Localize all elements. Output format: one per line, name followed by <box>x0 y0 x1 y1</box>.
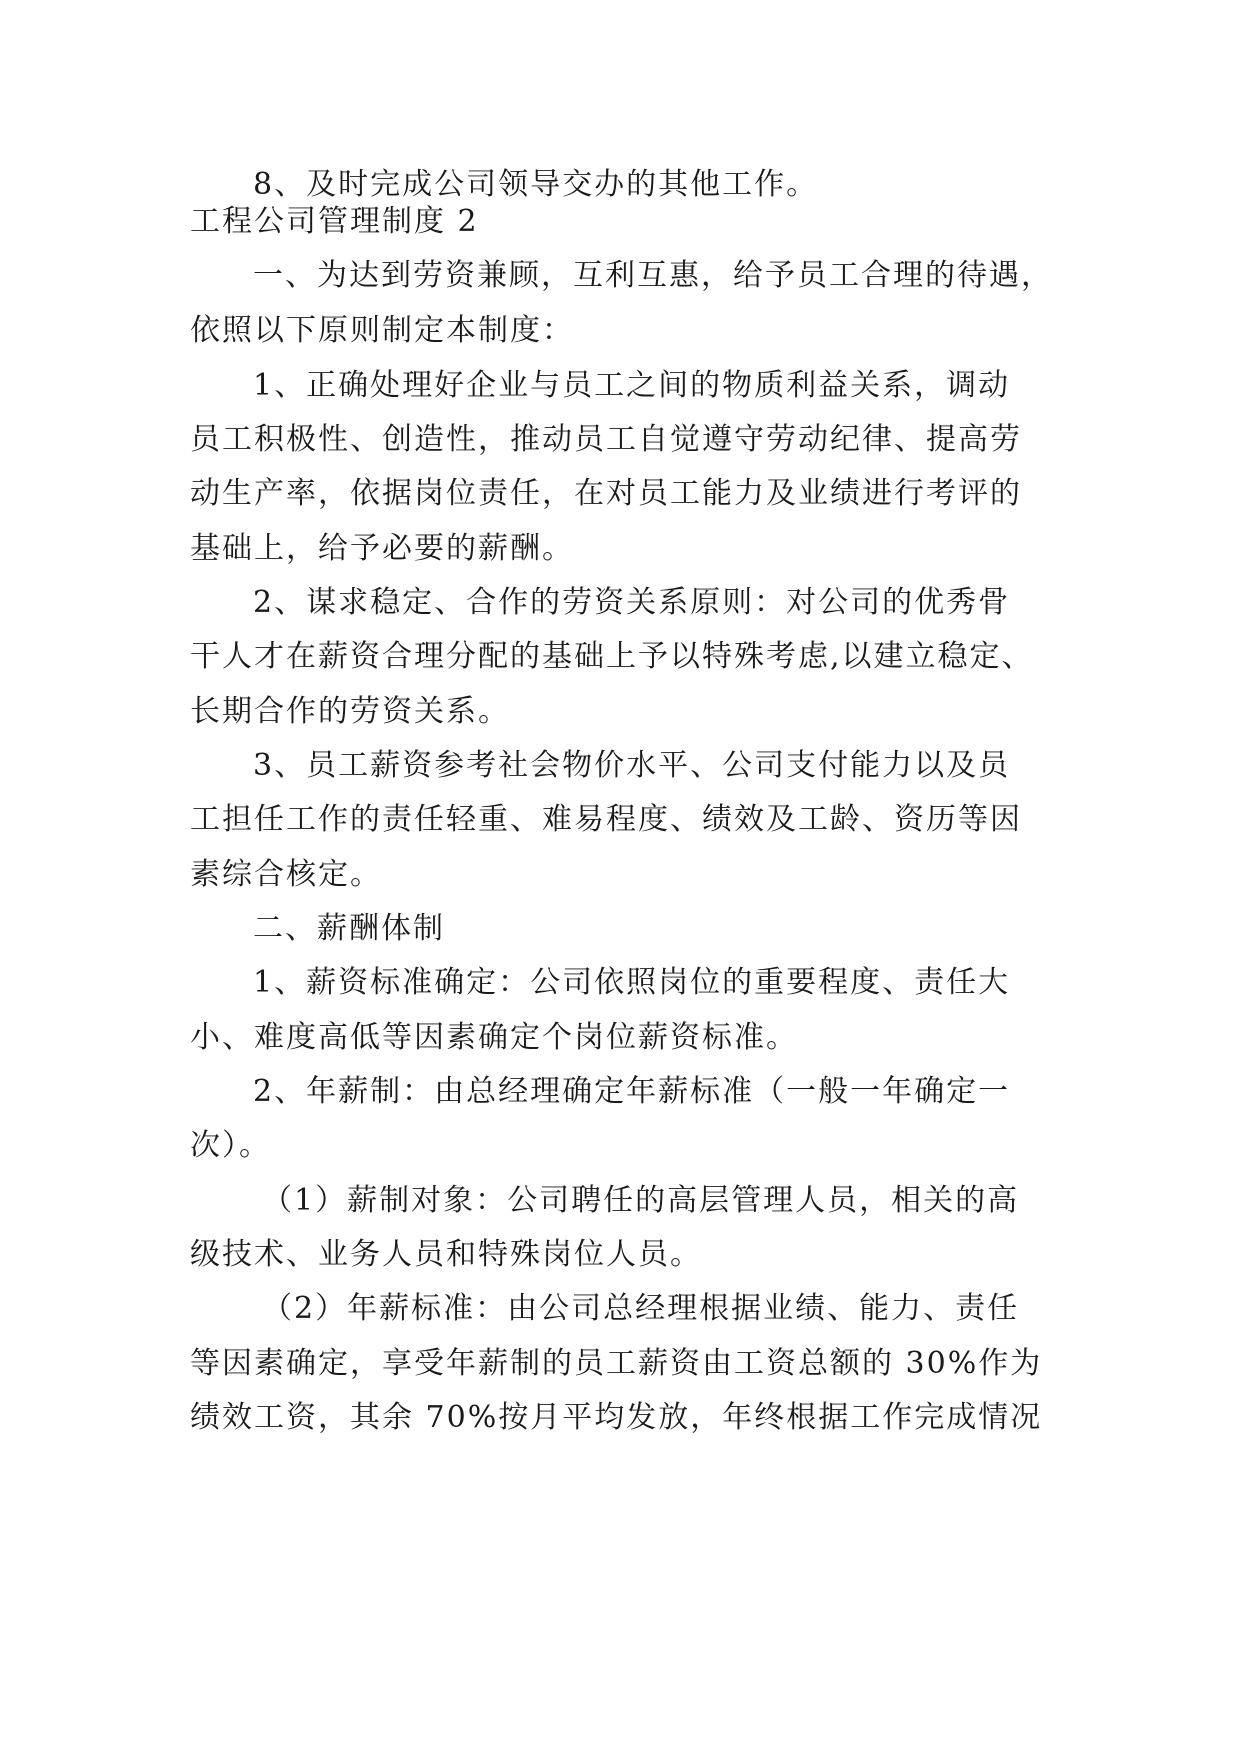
paragraph-line: 工担任工作的责任轻重、难易程度、绩效及工龄、资历等因 <box>190 802 1022 837</box>
paragraph-line: 级技术、业务人员和特殊岗位人员。 <box>190 1237 702 1272</box>
paragraph-line: 3、员工薪资参考社会物价水平、公司支付能力以及员 <box>253 748 1011 783</box>
paragraph-line: 2、年薪制：由总经理确定年薪标准（一般一年确定一 <box>253 1074 1011 1109</box>
paragraph-line: 基础上，给予必要的薪酬。 <box>190 531 574 566</box>
paragraph-line: 1、正确处理好企业与员工之间的物质利益关系，调动 <box>253 368 1011 403</box>
paragraph-line: 依照以下原则制定本制度： <box>190 313 574 348</box>
paragraph-line: （1）薪制对象：公司聘任的高层管理人员，相关的高 <box>262 1183 1020 1218</box>
paragraph-line: 1、薪资标准确定：公司依照岗位的重要程度、责任大 <box>253 965 1011 1000</box>
paragraph-line: 素综合核定。 <box>190 857 382 892</box>
paragraph-line: 8、及时完成公司领导交办的其他工作。 <box>253 167 819 202</box>
paragraph-line: 次）。 <box>190 1128 271 1163</box>
paragraph-line: （2）年薪标准：由公司总经理根据业绩、能力、责任 <box>262 1291 1020 1326</box>
paragraph-line: 干人才在薪资合理分配的基础上予以特殊考虑,以建立稳定、 <box>190 639 1034 674</box>
section-heading: 二、薪酬体制 <box>253 911 445 946</box>
paragraph-line: 小、难度高低等因素确定个岗位薪资标准。 <box>190 1020 798 1055</box>
paragraph-line: 长期合作的劳资关系。 <box>190 694 510 729</box>
section-heading: 工程公司管理制度 2 <box>190 204 479 239</box>
paragraph-line: 2、谋求稳定、合作的劳资关系原则：对公司的优秀骨 <box>253 585 1011 620</box>
paragraph-line: 一、为达到劳资兼顾，互利互惠，给予员工合理的待遇， <box>253 258 1053 293</box>
paragraph-line: 员工积极性、创造性，推动员工自觉遵守劳动纪律、提高劳 <box>190 422 1022 457</box>
paragraph-line: 动生产率，依据岗位责任，在对员工能力及业绩进行考评的 <box>190 476 1022 511</box>
paragraph-line: 绩效工资，其余 70%按月平均发放，年终根据工作完成情况 <box>190 1400 1043 1435</box>
paragraph-line: 等因素确定，享受年薪制的员工薪资由工资总额的 30%作为 <box>190 1346 1043 1381</box>
